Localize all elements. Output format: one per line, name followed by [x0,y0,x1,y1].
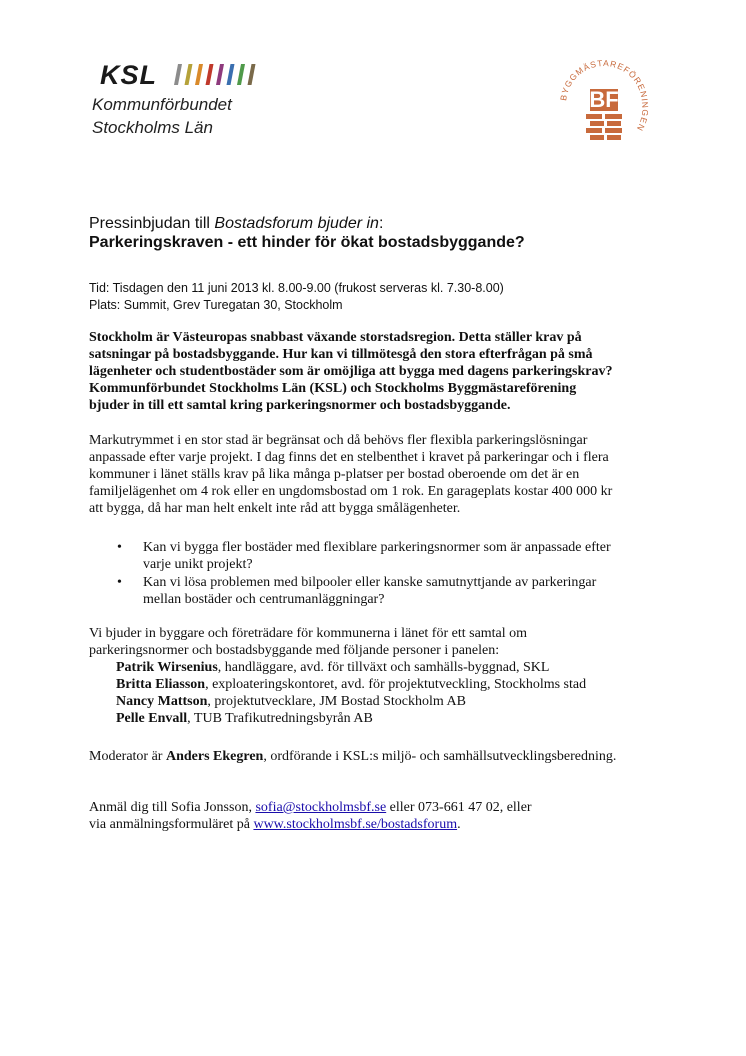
bf-arc-text: BYGGMÄSTAREFÖRENINGEN [558,57,651,134]
ksl-stripe [248,64,256,85]
panel-intro: Vi bjuder in byggare och företrädare för kommunerna i länet för ett samtal om parkeringsnormer och bostadsbyggande med följande personer i panelen: [89,626,528,658]
panel-list [116,659,586,727]
intro-paragraph: Stockholm är Västeuropas snabbast växande storstadsregion. Detta ställer krav på satsningar på bostadsbyggande. Hur kan vi tillmötesgå den stora efterfrågan på små lägenheter och studentbostäder som är omöjliga att bygga med dagens parkeringskrav? Kommunförbundet Stockholms Län (KSL) och Stockholms Byggmästareförening bjuder in till ett samtal kring parkeringsnormer och bostadsbyggande. [89,330,613,413]
body-paragraph: Markutrymmet i en stor stad är begränsat och då behövs fler flexibla parkeringslösningar anpassade efter varje projekt. I dag finns det en stelbenthet i kravet på parkeringar och i flera kommuner i länet ställs krav på lika många p-platser per bostad oberoende om det är en familjelägenhet om 4 rok eller en ungdomsbostad om 1 rok. En garageplats kostar 400 000 kr att bygga, då har man helt enkelt inte råd att bygga smålägenheter. [89,433,613,516]
ksl-stripe [227,64,235,85]
moderator-name: Anders Ekegren [165,749,264,764]
panel-member: Patrik Wirsenius, handläggare, avd. för tillväxt och samhälls-byggnad, SKL [116,660,550,675]
brick [590,121,604,126]
brick [586,128,602,133]
byggmastareforeningen-logo [556,54,652,152]
list-item: • Kan vi bygga fler bostäder med flexiblare parkeringsnormer som är anpassade efter varje unikt projekt? [117,540,611,572]
brick [605,114,622,119]
panel-member: Britta Eliasson, exploateringskontoret, avd. för projektutveckling, Stockholms stad [116,677,587,692]
ksl-stripe [185,64,193,85]
ksl-stripe [195,64,203,85]
ksl-logo [92,60,292,140]
bullet-icon: • [117,540,122,555]
ksl-stripe [237,64,245,85]
brick [590,135,604,140]
header-line-1: Pressinbjudan till Bostadsforum bjuder in: [89,215,384,232]
event-details [89,280,504,314]
bf-letters: BF [589,87,619,112]
event-place: Plats: Summit, Grev Turegatan 30, Stockholm [89,298,343,312]
brick [605,128,622,133]
ksl-stripes-icon [174,64,266,85]
brick [586,114,602,119]
question-list [117,539,677,609]
ksl-stripe [174,64,182,85]
email-link[interactable]: sofia@stockholmsbf.se [255,800,387,815]
header-line-2: Parkeringskraven - ett hinder för ökat bostadsbyggande? [89,234,525,251]
ksl-logo-line1: Kommunförbundet [92,95,232,114]
brick [607,121,621,126]
moderator-line: Moderator är Anders Ekegren, ordförande i KSL:s miljö- och samhällsutvecklingsberedning. [89,749,617,764]
event-name: Bostadsforum bjuder in [214,215,379,232]
ksl-logo-line2: Stockholms Län [92,118,213,137]
registration-info: Anmäl dig till Sofia Jonsson, sofia@stockholmsbf.se eller 073-661 47 02, eller via anmälningsformuläret på www.stockholmsbf.se/bostadsforum. [89,800,532,832]
brick [607,135,621,140]
list-item: • Kan vi lösa problemen med bilpooler eller kanske samutnyttjande av parkeringar mellan bostäder och centrumanläggningar? [117,575,597,607]
ksl-stripe [206,64,214,85]
panel-member: Nancy Mattson, projektutvecklare, JM Bostad Stockholm AB [116,694,466,709]
page-title [89,215,525,252]
ksl-logo-word: KSL [100,60,157,90]
panel-member: Pelle Envall, TUB Trafikutredningsbyrån AB [116,711,373,726]
ksl-stripe [216,64,224,85]
registration-form-link[interactable]: www.stockholmsbf.se/bostadsforum [253,817,458,832]
bullet-icon: • [117,575,122,590]
event-time: Tid: Tisdagen den 11 juni 2013 kl. 8.00-9.00 (frukost serveras kl. 7.30-8.00) [89,281,504,295]
